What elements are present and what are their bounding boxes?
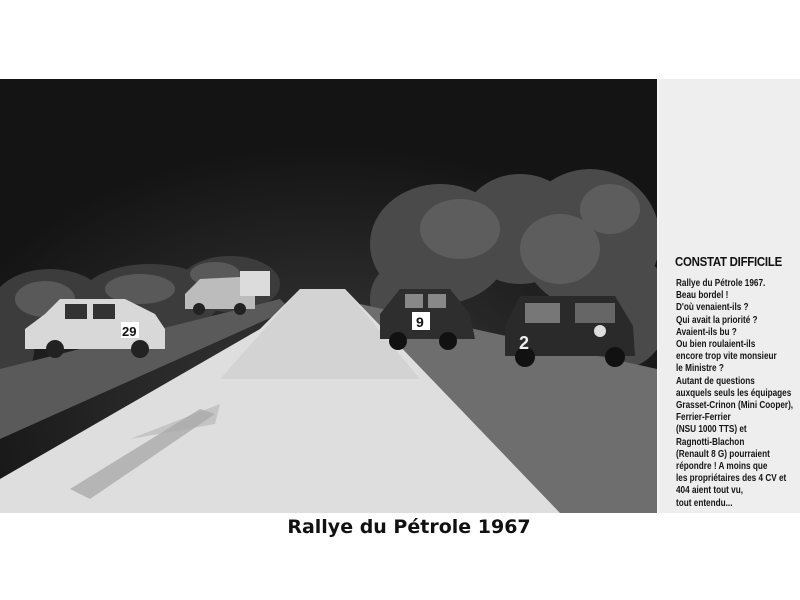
article-line: Qui avait la priorité ? xyxy=(676,314,758,326)
article-line: tout entendu... xyxy=(676,497,733,509)
article-line: Ferrier-Ferrier xyxy=(676,412,731,424)
article-line: auxquels seuls les équipages xyxy=(676,387,792,399)
night-road-scene xyxy=(0,79,657,513)
article-line: Rallye du Pétrole 1967. xyxy=(676,278,766,289)
article-line: (NSU 1000 TTS) et xyxy=(676,424,747,436)
article-line: (Renault 8 G) pourraient xyxy=(676,448,770,460)
article-line: D'où venaient-ils ? xyxy=(676,302,749,314)
car-number-29: 29 xyxy=(122,324,137,339)
article-line: 404 aient tout vu, xyxy=(676,485,743,497)
article-body xyxy=(676,278,800,510)
article-line: encore trop vite monsieur xyxy=(676,351,777,363)
article-line: Autant de questions xyxy=(676,375,755,387)
car-number-9: 9 xyxy=(416,314,424,330)
rally-crash-photo xyxy=(0,79,657,513)
article-line: Beau bordel ! xyxy=(676,290,729,302)
article-title: CONSTAT DIFFICILE xyxy=(675,254,782,269)
article-line: Ou bien roulaient-ils xyxy=(676,339,756,351)
article-line: les propriétaires des 4 CV et xyxy=(676,473,787,485)
article-line: le Ministre ? xyxy=(676,363,724,375)
newspaper-clipping xyxy=(0,79,800,513)
article-line: répondre ! A moins que xyxy=(676,461,768,473)
image-caption: Rallye du Pétrole 1967 xyxy=(287,516,531,538)
article-line: Grasset-Crinon (Mini Cooper), xyxy=(676,400,794,412)
article-line: Ragnotti-Blachon xyxy=(676,436,745,448)
article-line: Avaient-ils bu ? xyxy=(676,326,737,338)
car-number-2: 2 xyxy=(519,333,530,353)
article-sidebar xyxy=(659,79,800,513)
